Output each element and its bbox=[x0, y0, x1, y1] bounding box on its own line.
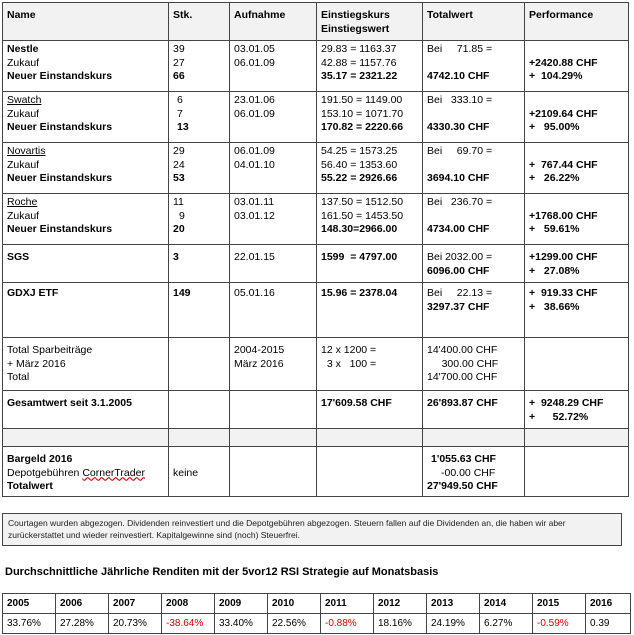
year-cell: 2013 bbox=[427, 594, 480, 614]
total-cell: Bei 2032.00 = 6096.00 CHF bbox=[423, 245, 525, 283]
stk-cell: 29 24 53 bbox=[169, 143, 230, 194]
kurs-cell: 54.25 = 1573.25 56.40 = 1353.60 55.22 = 2926.66 bbox=[317, 143, 423, 194]
total-cell: Bei 22.13 = 3297.37 CHF bbox=[423, 283, 525, 338]
performance-cell: +1299.00 CHF + 27.08% bbox=[525, 245, 629, 283]
empty-cell bbox=[525, 429, 629, 447]
empty-cell bbox=[230, 429, 317, 447]
date-cell: 03.01.05 06.01.09 bbox=[230, 41, 317, 92]
spar-total-cell: 14'400.00 CHF 300.00 CHF 14'700.00 CHF bbox=[423, 338, 525, 391]
table-row bbox=[3, 283, 629, 338]
spar-period-cell: 2004-2015 März 2016 bbox=[230, 338, 317, 391]
year-cell: 2016 bbox=[586, 594, 631, 614]
date-cell: 23.01.06 06.01.09 bbox=[230, 92, 317, 143]
date-cell: 05.01.16 bbox=[230, 283, 317, 338]
spar-label-cell: Total Sparbeiträge + März 2016 Total bbox=[3, 338, 169, 391]
header-performance: Performance bbox=[525, 3, 629, 41]
gesamt-kurs-cell: 17'609.58 CHF bbox=[317, 391, 423, 429]
empty-cell bbox=[169, 391, 230, 429]
total-cell: Bei 236.70 = 4734.00 CHF bbox=[423, 194, 525, 245]
return-value-cell: 24.19% bbox=[427, 614, 480, 634]
header-stk: Stk. bbox=[169, 3, 230, 41]
gesamt-total-cell: 26'893.87 CHF bbox=[423, 391, 525, 429]
year-cell: 2009 bbox=[215, 594, 268, 614]
returns-title: Durchschnittliche Jährliche Renditen mit der 5vor12 RSI Strategie auf Monatsbasis bbox=[5, 566, 439, 578]
header-totalwert: Totalwert bbox=[423, 3, 525, 41]
footnote-box: Courtagen wurden abgezogen. Dividenden reinvestiert und die Depotgebühren abgezogen. Steuern fallen auf die Dividenden an, die haben wir aber zurückerstattet und wieder reinvestiert. Kapitalgewinne sind (noch) Steuerfrei. bbox=[2, 513, 622, 546]
return-value-cell: 18.16% bbox=[374, 614, 427, 634]
holding-name-cell: Roche Zukauf Neuer Einstandskurs bbox=[3, 194, 169, 245]
performance-cell: +2109.64 CHF + 95.00% bbox=[525, 92, 629, 143]
table-row bbox=[3, 447, 629, 497]
year-cell: 2012 bbox=[374, 594, 427, 614]
total-cell: Bei 333.10 = 4330.30 CHF bbox=[423, 92, 525, 143]
empty-cell bbox=[423, 429, 525, 447]
holding-name-cell: GDXJ ETF bbox=[3, 283, 169, 338]
table-row bbox=[3, 391, 629, 429]
stk-cell: 3 bbox=[169, 245, 230, 283]
return-value-cell: -38.64% bbox=[162, 614, 215, 634]
return-value-cell: 0.39 bbox=[586, 614, 631, 634]
holding-name-cell: Swatch Zukauf Neuer Einstandskurs bbox=[3, 92, 169, 143]
kurs-cell: 191.50 = 1149.00 153.10 = 1071.70 170.82 = 2220.66 bbox=[317, 92, 423, 143]
cornertrader-label: CornerTrader bbox=[82, 466, 145, 479]
gesamt-label-cell: Gesamtwert seit 3.1.2005 bbox=[3, 391, 169, 429]
holding-name-cell: Nestle Zukauf Neuer Einstandskurs bbox=[3, 41, 169, 92]
year-cell: 2014 bbox=[480, 594, 533, 614]
total-cell: Bei 71.85 = 4742.10 CHF bbox=[423, 41, 525, 92]
empty-cell bbox=[3, 429, 169, 447]
year-cell: 2007 bbox=[109, 594, 162, 614]
year-cell: 2015 bbox=[533, 594, 586, 614]
returns-year-row bbox=[3, 594, 631, 614]
cash-label-cell: Bargeld 2016 Depotgebühren CornerTrader Totalwert bbox=[3, 447, 169, 497]
cash-stk-cell: keine bbox=[169, 447, 230, 497]
stk-cell: 149 bbox=[169, 283, 230, 338]
header-aufnahme: Aufnahme bbox=[230, 3, 317, 41]
year-cell: 2005 bbox=[3, 594, 56, 614]
table-row bbox=[3, 143, 629, 194]
returns-table bbox=[2, 593, 631, 634]
gesamt-performance-cell: + 9248.29 CHF + 52.72% bbox=[525, 391, 629, 429]
performance-cell: + 919.33 CHF + 38.66% bbox=[525, 283, 629, 338]
portfolio-table bbox=[2, 2, 629, 497]
table-header-row bbox=[3, 3, 629, 41]
returns-value-row bbox=[3, 614, 631, 634]
kurs-cell: 29.83 = 1163.37 42.88 = 1157.76 35.17 = 2321.22 bbox=[317, 41, 423, 92]
empty-cell bbox=[525, 447, 629, 497]
stk-cell: 11 9 20 bbox=[169, 194, 230, 245]
performance-cell: + 767.44 CHF + 26.22% bbox=[525, 143, 629, 194]
kurs-cell: 15.96 = 2378.04 bbox=[317, 283, 423, 338]
return-value-cell: 20.73% bbox=[109, 614, 162, 634]
return-value-cell: 22.56% bbox=[268, 614, 321, 634]
table-row bbox=[3, 41, 629, 92]
kurs-cell: 137.50 = 1512.50 161.50 = 1453.50 148.30=2966.00 bbox=[317, 194, 423, 245]
empty-cell bbox=[230, 447, 317, 497]
return-value-cell: 33.76% bbox=[3, 614, 56, 634]
stk-cell: 39 27 66 bbox=[169, 41, 230, 92]
date-cell: 06.01.09 04.01.10 bbox=[230, 143, 317, 194]
return-value-cell: 33.40% bbox=[215, 614, 268, 634]
spacer-row bbox=[3, 429, 629, 447]
date-cell: 22.01.15 bbox=[230, 245, 317, 283]
return-value-cell: 27.28% bbox=[56, 614, 109, 634]
header-einstieg: Einstiegskurs Einstiegswert bbox=[317, 3, 423, 41]
empty-cell bbox=[525, 338, 629, 391]
return-value-cell: 6.27% bbox=[480, 614, 533, 634]
empty-cell bbox=[317, 447, 423, 497]
date-cell: 03.01.11 03.01.12 bbox=[230, 194, 317, 245]
performance-cell: +1768.00 CHF + 59.61% bbox=[525, 194, 629, 245]
empty-cell bbox=[169, 429, 230, 447]
holding-name-cell: Novartis Zukauf Neuer Einstandskurs bbox=[3, 143, 169, 194]
table-row bbox=[3, 338, 629, 391]
year-cell: 2008 bbox=[162, 594, 215, 614]
kurs-cell: 1599 = 4797.00 bbox=[317, 245, 423, 283]
spar-kurs-cell: 12 x 1200 = 3 x 100 = bbox=[317, 338, 423, 391]
year-cell: 2010 bbox=[268, 594, 321, 614]
total-cell: Bei 69.70 = 3694.10 CHF bbox=[423, 143, 525, 194]
holding-name-cell: SGS bbox=[3, 245, 169, 283]
empty-cell bbox=[230, 391, 317, 429]
table-row bbox=[3, 194, 629, 245]
header-name: Name bbox=[3, 3, 169, 41]
stk-cell: 6 7 13 bbox=[169, 92, 230, 143]
return-value-cell: -0.88% bbox=[321, 614, 374, 634]
return-value-cell: -0.59% bbox=[533, 614, 586, 634]
table-row bbox=[3, 92, 629, 143]
year-cell: 2011 bbox=[321, 594, 374, 614]
table-row bbox=[3, 245, 629, 283]
performance-cell: +2420.88 CHF + 104.29% bbox=[525, 41, 629, 92]
empty-cell bbox=[169, 338, 230, 391]
empty-cell bbox=[317, 429, 423, 447]
cash-total-cell: 1'055.63 CHF -00.00 CHF 27'949.50 CHF bbox=[423, 447, 525, 497]
year-cell: 2006 bbox=[56, 594, 109, 614]
